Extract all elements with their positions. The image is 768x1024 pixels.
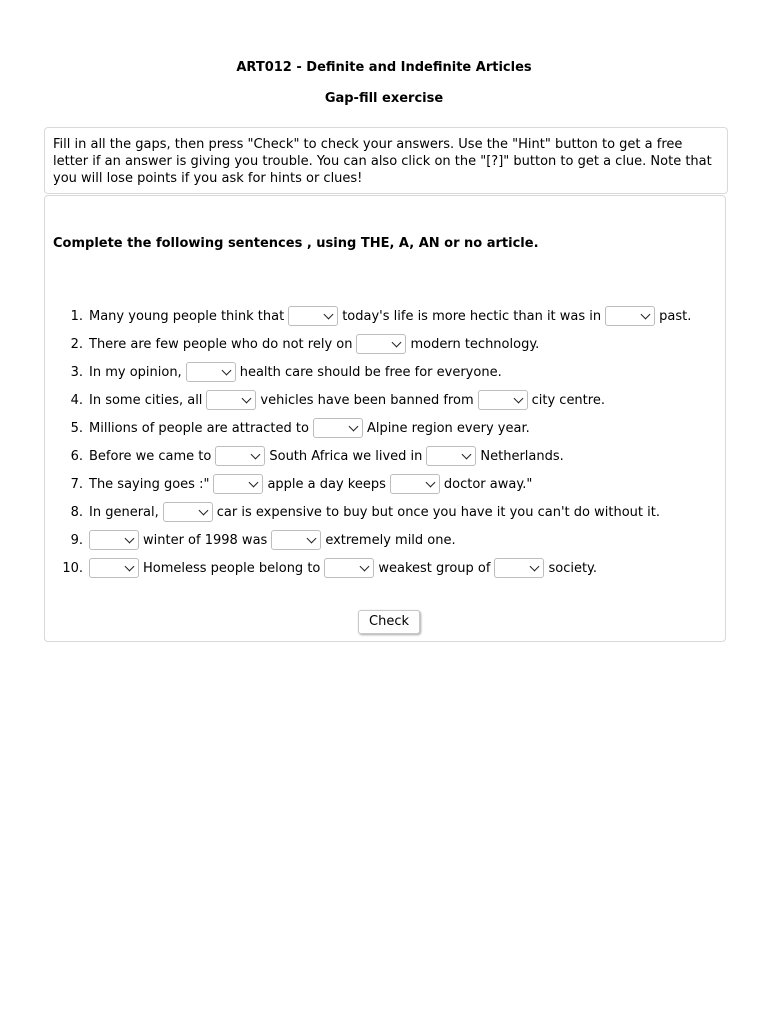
- gap-dropdown[interactable]: [390, 474, 440, 494]
- chevron-down-icon: [530, 561, 540, 571]
- question-number: 2.: [70, 336, 83, 352]
- gap-dropdown[interactable]: [206, 390, 256, 410]
- gap-dropdown[interactable]: [605, 306, 655, 326]
- chevron-down-icon: [125, 561, 135, 571]
- chevron-down-icon: [307, 533, 317, 543]
- gap-dropdown[interactable]: [163, 502, 213, 522]
- question-number: 8.: [70, 504, 83, 520]
- chevron-down-icon: [324, 309, 334, 319]
- question-text: vehicles have been banned from: [260, 392, 474, 408]
- chevron-down-icon: [462, 449, 472, 459]
- question-number: 6.: [70, 448, 83, 464]
- exercise-panel: [44, 195, 726, 642]
- question-number: 7.: [70, 476, 83, 492]
- chevron-down-icon: [348, 421, 358, 431]
- question-number: 3.: [70, 364, 83, 380]
- question-number: 5.: [70, 420, 83, 436]
- question-row: [45, 526, 725, 554]
- question-text: modern technology.: [410, 336, 540, 352]
- chevron-down-icon: [425, 477, 435, 487]
- question-row: [45, 330, 725, 358]
- gap-dropdown[interactable]: [89, 530, 139, 550]
- gap-dropdown[interactable]: [271, 530, 321, 550]
- chevron-down-icon: [360, 561, 370, 571]
- chevron-down-icon: [242, 393, 252, 403]
- page-title: ART012 - Definite and Indefinite Articles: [236, 60, 532, 75]
- question-row: [45, 442, 725, 470]
- gap-dropdown[interactable]: [426, 446, 476, 466]
- question-number: 9.: [70, 532, 83, 548]
- instructions-box: Fill in all the gaps, then press "Check" to check your answers. Use the "Hint" button to get a free letter if an answer is giving you trouble. You can also click on the "[?]" button to get a clue. Note that you will lose points if you ask for hints or clues!: [44, 127, 728, 194]
- chevron-down-icon: [513, 393, 523, 403]
- check-button[interactable]: Check: [358, 610, 420, 634]
- question-row: [45, 358, 725, 386]
- question-row: [45, 498, 725, 526]
- gap-dropdown[interactable]: [478, 390, 528, 410]
- question-text: Many young people think that: [89, 308, 285, 324]
- question-text: In my opinion,: [89, 364, 182, 380]
- gap-dropdown[interactable]: [186, 362, 236, 382]
- question-list: [45, 302, 725, 582]
- chevron-down-icon: [125, 533, 135, 543]
- gap-dropdown[interactable]: [313, 418, 363, 438]
- question-row: [45, 302, 725, 330]
- gap-dropdown[interactable]: [288, 306, 338, 326]
- question-row: [45, 470, 725, 498]
- question-number: 4.: [70, 392, 83, 408]
- gap-dropdown[interactable]: [215, 446, 265, 466]
- question-text: South Africa we lived in: [269, 448, 423, 464]
- question-text: Before we came to: [89, 448, 212, 464]
- question-text: Homeless people belong to: [143, 560, 321, 576]
- question-text: Alpine region every year.: [366, 420, 530, 436]
- question-text: Netherlands.: [480, 448, 564, 464]
- question-text: winter of 1998 was: [143, 532, 268, 548]
- question-text: health care should be free for everyone.: [239, 364, 502, 380]
- question-row: [45, 386, 725, 414]
- question-text: doctor away.": [443, 476, 533, 492]
- question-text: past.: [659, 308, 692, 324]
- question-text: car is expensive to buy but once you have it you can't do without it.: [216, 504, 660, 520]
- question-text: In some cities, all: [89, 392, 203, 408]
- question-text: In general,: [89, 504, 159, 520]
- gap-dropdown[interactable]: [494, 558, 544, 578]
- task-heading: Complete the following sentences , using THE, A, AN or no article.: [53, 236, 539, 251]
- gap-dropdown[interactable]: [89, 558, 139, 578]
- question-row: [45, 414, 725, 442]
- question-number: 10.: [62, 560, 83, 576]
- question-row: [45, 554, 725, 582]
- page-subtitle: Gap-fill exercise: [324, 91, 444, 106]
- chevron-down-icon: [221, 365, 231, 375]
- question-text: city centre.: [531, 392, 605, 408]
- gap-dropdown[interactable]: [213, 474, 263, 494]
- question-text: society.: [548, 560, 598, 576]
- question-text: apple a day keeps: [267, 476, 386, 492]
- chevron-down-icon: [198, 505, 208, 515]
- question-text: Millions of people are attracted to: [89, 420, 309, 436]
- chevron-down-icon: [392, 337, 402, 347]
- gap-dropdown[interactable]: [324, 558, 374, 578]
- question-text: extremely mild one.: [325, 532, 456, 548]
- chevron-down-icon: [249, 477, 259, 487]
- gap-dropdown[interactable]: [356, 334, 406, 354]
- question-text: There are few people who do not rely on: [89, 336, 353, 352]
- question-text: today's life is more hectic than it was in: [342, 308, 602, 324]
- chevron-down-icon: [641, 309, 651, 319]
- question-number: 1.: [70, 308, 83, 324]
- chevron-down-icon: [251, 449, 261, 459]
- question-text: The saying goes :": [89, 476, 210, 492]
- question-text: weakest group of: [378, 560, 491, 576]
